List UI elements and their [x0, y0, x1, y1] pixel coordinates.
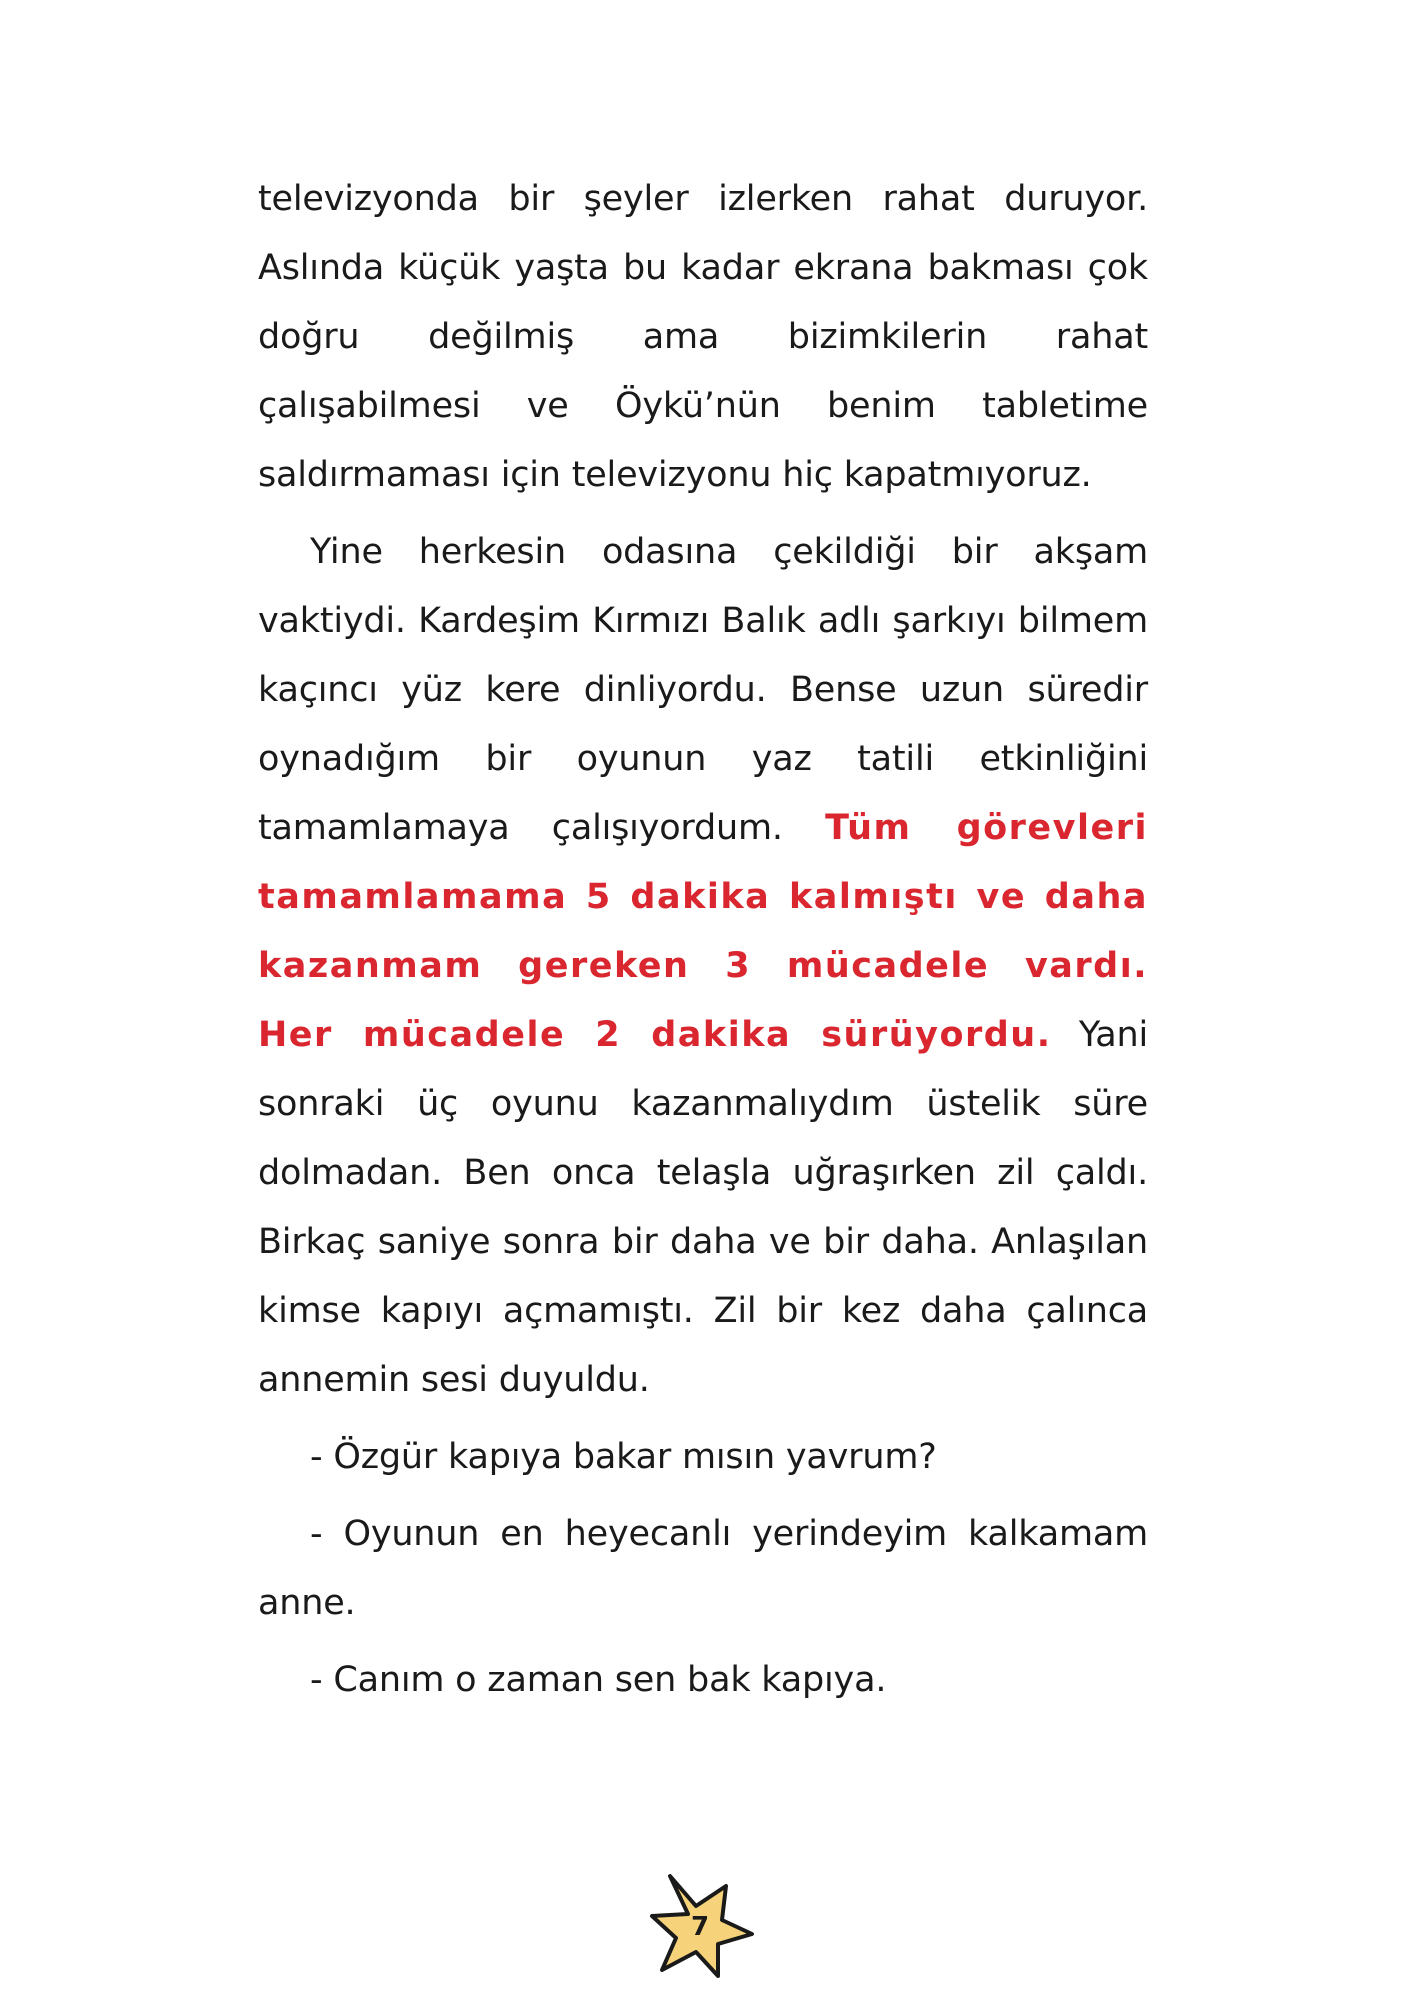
paragraph-text: Yine herkesin odasına çekildiği bir akşam vaktiydi. Kardeşim Kırmızı Balık adlı şarkıyı bilmem kaçıncı yüz kere dinliyordu. Bense uzun süredir oynadığım bir oyunun yaz tatili etkinliğini tamamlamaya çalışıyordum.: [258, 532, 1148, 848]
page-body: [258, 165, 1148, 1723]
paragraph-2: [258, 518, 1148, 1415]
page-number: 7: [690, 1912, 710, 1942]
paragraph-1: [258, 165, 1148, 510]
dialogue-text: - Özgür kapıya bakar mısın yavrum?: [310, 1437, 937, 1477]
dialogue-line-1: [258, 1423, 1148, 1492]
paragraph-text: Yani sonraki üç oyunu kazanmalıydım üstelik süre dolmadan. Ben onca telaşla uğraşırken zil çaldı. Birkaç saniye sonra bir daha ve bir daha. Anlaşılan kimse kapıyı açmamıştı. Zil bir kez daha çalınca annemin sesi duyuldu.: [258, 1015, 1148, 1400]
dialogue-text: - Oyunun en heyecanlı yerindeyim kalkamam anne.: [258, 1514, 1148, 1623]
highlighted-text: Tüm görevleri tamamlamama 5 dakika kalmıştı ve daha kazanmam gereken 3 mücadele vardı. Her mücadele 2 dakika sürüyordu.: [258, 808, 1148, 1055]
paragraph-text: televizyonda bir şeyler izlerken rahat duruyor. Aslında küçük yaşta bu kadar ekrana bakması çok doğru değilmiş ama bizimkilerin rahat çalışabilmesi ve Öykü’nün benim tabletime saldırmaması için televizyonu hiç kapatmıyoruz.: [258, 179, 1148, 495]
dialogue-text: - Canım o zaman sen bak kapıya.: [310, 1660, 887, 1700]
dialogue-line-2: [258, 1500, 1148, 1638]
dialogue-line-3: [258, 1646, 1148, 1715]
page-number-badge: [648, 1872, 760, 1980]
